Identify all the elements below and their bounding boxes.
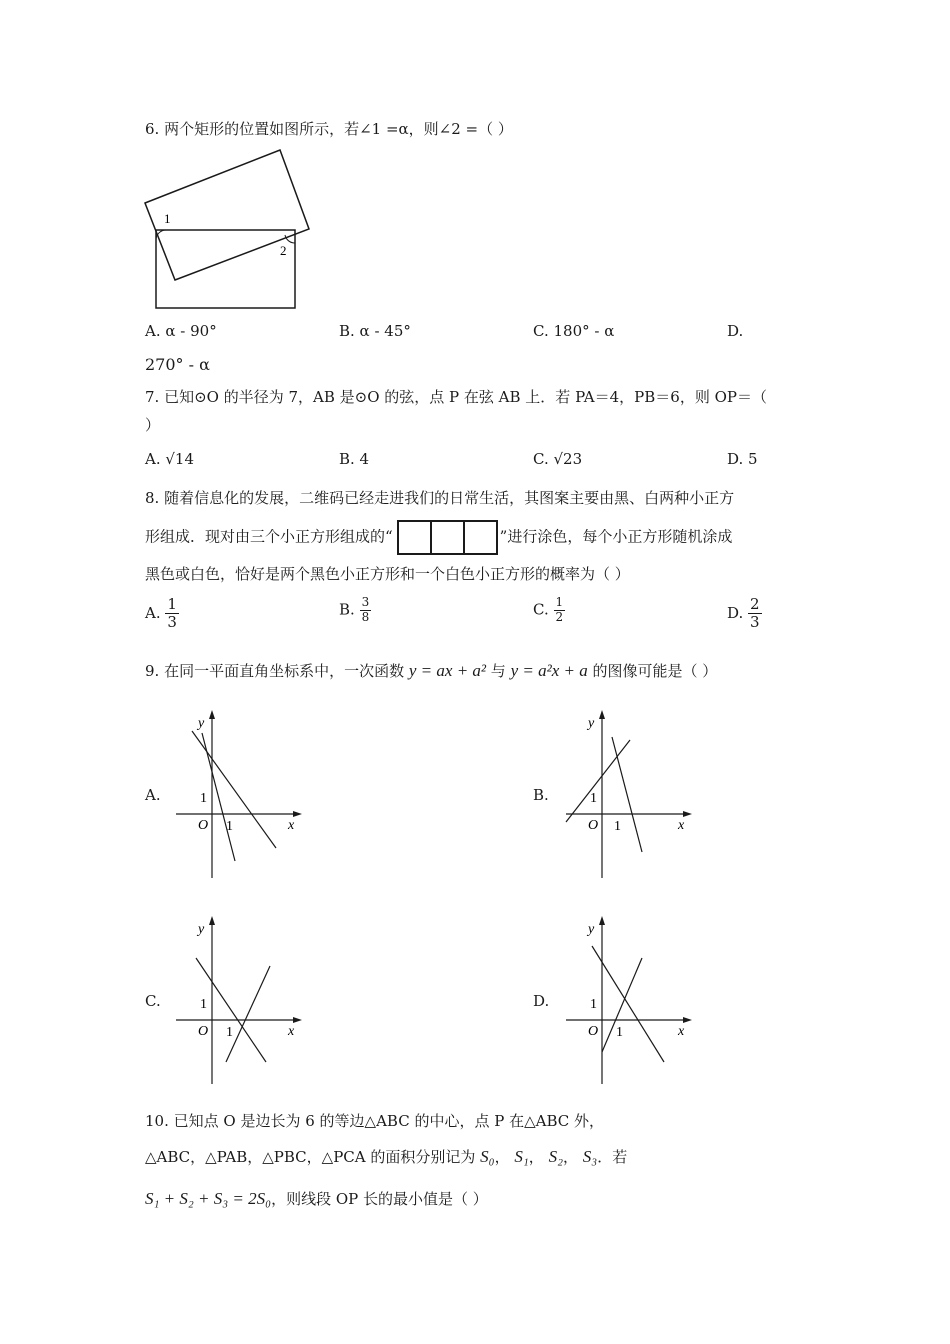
svg-text:1: 1	[616, 1025, 623, 1040]
q10-line2: △ABC，△PAB，△PBC，△PCA 的面积分别记为 S₀， S₁， S₂， S₃．若	[145, 1147, 628, 1166]
q7-text: 7. 已知⊙O 的半径为 7，AB 是⊙O 的弦，点 P 在弦 AB 上．若 PA＝4，PB＝6，则 OP＝（	[145, 388, 767, 406]
q8-option-c[interactable]: C. $\frac{1}{2}$	[533, 595, 564, 624]
q6-text: 6. 两个矩形的位置如图所示，若∠1 =α，则∠2 =（ ）	[145, 120, 513, 138]
angle1-arc	[156, 230, 166, 240]
svg-text:y: y	[198, 922, 205, 937]
q9-formula-1: y = ax + a²	[408, 661, 487, 680]
q8-line2	[145, 520, 732, 555]
q7-option-d[interactable]: D. 5	[727, 450, 758, 468]
svg-text:y: y	[588, 716, 595, 731]
svg-text:x: x	[288, 818, 295, 833]
svg-text:1: 1	[590, 997, 597, 1012]
svg-text:1: 1	[200, 997, 207, 1012]
line-1	[592, 946, 664, 1062]
s1-symbol: S₁	[514, 1147, 529, 1166]
q10-line1: 10. 已知点 O 是边长为 6 的等边△ABC 的中心，点 P 在△ABC 外，	[145, 1112, 604, 1130]
svg-text:1: 1	[226, 819, 233, 834]
svg-text:x: x	[678, 818, 685, 833]
svg-text:1: 1	[226, 1025, 233, 1040]
q6-option-c[interactable]: C. 180° - α	[533, 322, 615, 340]
svg-text:y: y	[198, 716, 205, 731]
s2-symbol: S₂	[548, 1147, 563, 1166]
q9-option-b[interactable]: B.	[533, 786, 549, 804]
q7-option-b[interactable]: B. 4	[339, 450, 370, 468]
svg-text:1: 1	[590, 791, 597, 806]
svg-text:x: x	[678, 1024, 685, 1039]
q7-option-c[interactable]: C. √23	[533, 450, 583, 468]
q8-option-b[interactable]: B. $\frac{3}{8}$	[339, 595, 370, 624]
q6-option-d[interactable]: D.	[727, 322, 744, 340]
q8-line3: 黑色或白色，恰好是两个黑色小正方形和一个白色小正方形的概率为（ ）	[145, 565, 630, 583]
graph-b[interactable]	[560, 710, 700, 882]
q8-option-d[interactable]: D. $\frac{2}{3}$	[727, 595, 760, 632]
q8-option-a[interactable]: A. $\frac{1}{3}$	[145, 595, 177, 632]
q6-figure	[140, 145, 320, 315]
fraction-three-eighths: $\frac{3}{8}$	[361, 595, 370, 624]
q9-option-d[interactable]: D.	[533, 992, 550, 1010]
s0-symbol: S₀	[480, 1147, 495, 1166]
svg-text:x: x	[288, 1024, 295, 1039]
q8-line2-a: 形组成．现对由三个小正方形组成的“	[145, 527, 393, 546]
graph-a[interactable]	[170, 710, 310, 882]
q6-option-a[interactable]: A. α - 90°	[145, 322, 217, 340]
q7-option-a[interactable]: A. √14	[145, 450, 195, 468]
fraction-one-half: $\frac{1}{2}$	[555, 595, 564, 624]
svg-text:O: O	[198, 818, 209, 833]
q9-option-c[interactable]: C.	[145, 992, 161, 1010]
q6-option-d-value: 270° - α	[145, 355, 210, 374]
q9-text: 9. 在同一平面直角坐标系中，一次函数 y = ax + a² 与 y = a²x + a 的图像可能是（ ）	[145, 661, 718, 680]
svg-text:O: O	[588, 1024, 599, 1039]
line-2	[612, 737, 642, 852]
angle-label-2: 2	[280, 243, 287, 258]
three-squares-figure	[397, 520, 496, 555]
graph-d[interactable]	[560, 916, 700, 1088]
svg-text:O: O	[588, 818, 599, 833]
line-1	[566, 740, 630, 822]
q8-line2-b: ”进行涂色，每个小正方形随机涂成	[499, 527, 733, 546]
svg-text:y: y	[588, 922, 595, 937]
q10-formula: S₁ + S₂ + S₃ = 2S₀	[145, 1189, 272, 1208]
angle-label-1: 1	[164, 211, 171, 226]
q6-option-b[interactable]: B. α - 45°	[339, 322, 411, 340]
fraction-two-thirds: $\frac{2}{3}$	[750, 595, 760, 632]
q9-option-a[interactable]: A.	[145, 786, 161, 804]
line-2	[226, 966, 270, 1062]
q10-line3: S₁ + S₂ + S₃ = 2S₀，则线段 OP 长的最小值是（ ）	[145, 1189, 488, 1208]
svg-text:1: 1	[200, 791, 207, 806]
svg-text:O: O	[198, 1024, 209, 1039]
graph-c[interactable]	[170, 916, 310, 1088]
s3-symbol: S₃	[582, 1147, 598, 1166]
q7-text-cont: ）	[145, 416, 161, 434]
q9-formula-2: y = a²x + a	[510, 661, 588, 680]
svg-text:1: 1	[614, 819, 621, 834]
fraction-one-third: $\frac{1}{3}$	[167, 595, 177, 632]
q8-line1: 8. 随着信息化的发展，二维码已经走进我们的日常生活，其图案主要由黑、白两种小正方	[145, 489, 735, 507]
